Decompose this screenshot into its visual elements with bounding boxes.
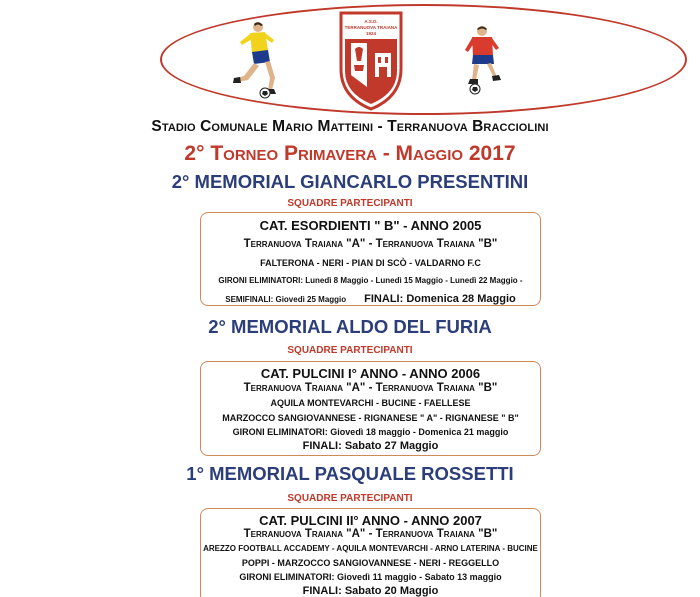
finali-date: FINALI: Sabato 20 Maggio — [302, 585, 439, 597]
svg-text:TERRANUOVA TRAIANA: TERRANUOVA TRAIANA — [344, 25, 398, 30]
torneo-title: 2° Torneo Primavera - Maggio 2017 — [184, 142, 516, 165]
memorial-title-2: 2° MEMORIAL ALDO DEL FURIA — [208, 316, 492, 337]
other-teams: FALTERONA - NERI - PIAN DI SCÒ - VALDARNO F.C — [260, 258, 481, 268]
category-box-3 — [200, 508, 541, 597]
gironi-dates: GIRONI ELIMINATORI: Giovedì 11 maggio - Sabato 13 maggio — [239, 572, 502, 582]
other-teams: AREZZO FOOTBALL ACCADEMY - AQUILA MONTEVARCHI - ARNO LATERINA - BUCINE — [203, 544, 538, 553]
semifinali-date: SEMIFINALI: Giovedì 25 Maggio — [225, 295, 347, 304]
stadium-title: Stadio Comunale Mario Matteini - Terranuova Bracciolini — [151, 118, 549, 135]
memorial-title-1: 2° MEMORIAL GIANCARLO PRESENTINI — [171, 171, 529, 192]
player-red-icon — [462, 24, 506, 96]
gironi-dates: GIRONI ELIMINATORI: Giovedì 18 maggio - Domenica 21 maggio — [232, 427, 509, 437]
category-box-2 — [200, 361, 541, 456]
player-yellow-icon — [232, 20, 280, 100]
teams-line: Terranuova Traiana "A" - Terranuova Traiana "B" — [243, 238, 498, 250]
category-title: CAT. PULCINI II° ANNO - ANNO 2007 — [259, 513, 482, 528]
category-title: CAT. ESORDIENTI " B" - ANNO 2005 — [259, 218, 482, 233]
other-teams: MARZOCCO SANGIOVANNESE - RIGNANESE " A" - RIGNANESE " B" — [222, 413, 519, 423]
other-teams: AQUILA MONTEVARCHI - BUCINE - FAELLESE — [270, 398, 471, 408]
svg-text:1924: 1924 — [365, 31, 377, 36]
club-crest-icon — [337, 9, 405, 113]
svg-text:A.S.D.: A.S.D. — [364, 19, 378, 24]
finali-date: FINALI: Sabato 27 Maggio — [302, 440, 439, 452]
finali-date: FINALI: Domenica 28 Maggio — [364, 293, 516, 305]
squadre-label-1: SQUADRE PARTECIPANTI — [287, 198, 413, 209]
memorial-title-3: 1° MEMORIAL PASQUALE ROSSETTI — [186, 463, 514, 484]
category-box-1 — [200, 212, 541, 306]
category-title: CAT. PULCINI I° ANNO - ANNO 2006 — [260, 366, 481, 381]
semifinal-final-row — [201, 289, 540, 307]
teams-line: Terranuova Traiana "A" - Terranuova Traiana "B" — [243, 528, 498, 540]
squadre-label-3: SQUADRE PARTECIPANTI — [287, 493, 413, 504]
gironi-dates: GIRONI ELIMINATORI: Lunedì 8 Maggio - Lunedì 15 Maggio - Lunedì 22 Maggio - — [218, 276, 523, 285]
teams-line: Terranuova Traiana "A" - Terranuova Traiana "B" — [243, 382, 498, 394]
other-teams: POPPI - MARZOCCO SANGIOVANNESE - NERI - REGGELLO — [241, 558, 500, 568]
squadre-label-2: SQUADRE PARTECIPANTI — [287, 345, 413, 356]
